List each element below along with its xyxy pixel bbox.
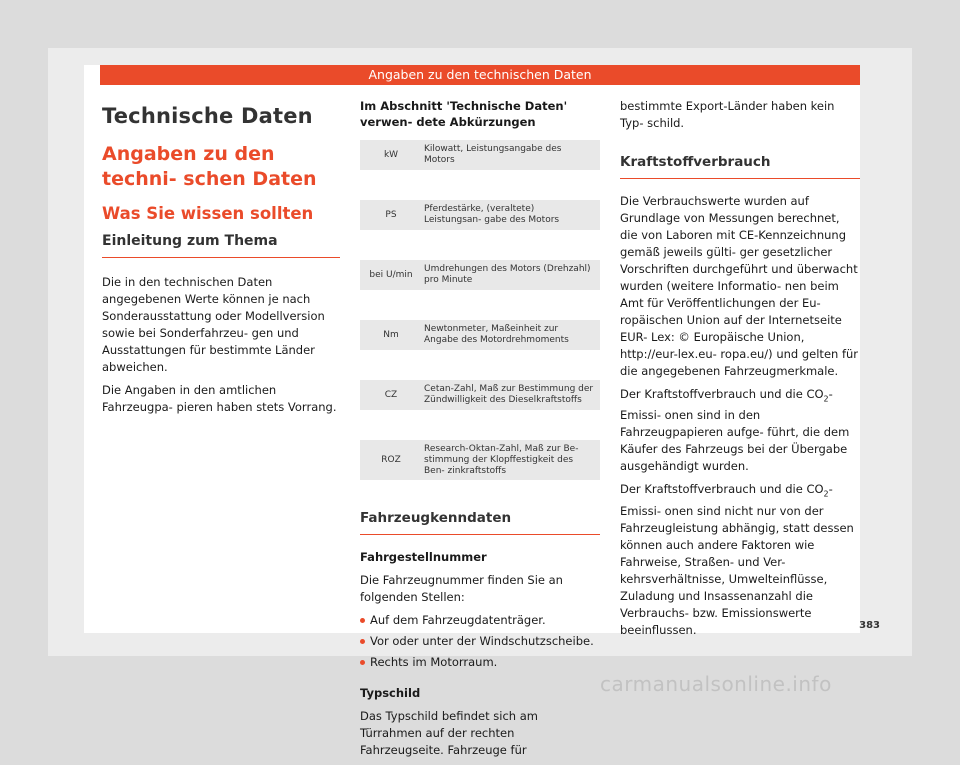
table-row xyxy=(360,440,600,480)
page-number: 383 xyxy=(859,620,880,631)
co2-paragraph-2: Der Kraftstoffverbrauch und die $CO_2-Emissi-$ onen sind nicht nur von der Fahrzeugleistung abhängig, statt dessen können auch andere Faktoren wie Fahrweise, Straßen- und Ver- kehrsverhältnisse, Umwelteinflüsse, Zuladung und Insassenanzahl die Verbrauchs- bzw. Emissionswerte beeinflussen. xyxy=(620,482,854,637)
list-item: Vor oder unter der Windschutzscheibe. xyxy=(360,633,600,650)
type-plate-title: Typschild xyxy=(360,686,421,700)
watermark-text: carmanualsonline.info xyxy=(600,672,832,696)
abbr-key: PS xyxy=(360,200,422,230)
abbr-key: kW xyxy=(360,140,422,170)
abbr-value: Umdrehungen des Motors (Drehzahl) pro Minute xyxy=(422,260,600,290)
topic-heading: Einleitung zum Thema xyxy=(102,233,340,258)
list-item: Auf dem Fahrzeugdatenträger. xyxy=(360,612,600,629)
abbr-key: CZ xyxy=(360,380,422,410)
subsection-title: Was Sie wissen sollten xyxy=(102,204,314,223)
abbr-key: ROZ xyxy=(360,440,422,480)
running-header: Angaben zu den technischen Daten xyxy=(100,65,860,85)
intro-paragraph: Die in den technischen Daten angegebenen Werte können je nach Sonderausstattung oder Modellversion sowie bei Sonderfahrzeu- gen und Ausstattungen für bestimmte Länder abweichen. xyxy=(102,275,325,374)
abbr-value: Pferdestärke, (veraltete) Leistungsan- gabe des Motors xyxy=(422,200,600,230)
chapter-title: Technische Daten xyxy=(102,104,313,128)
abbreviations-table xyxy=(360,140,600,480)
bullet-icon xyxy=(360,639,365,644)
abbr-value: Cetan-Zahl, Maß zur Bestimmung der Zündwilligkeit des Dieselkraftstoffs xyxy=(422,380,600,410)
abbr-value: Newtonmeter, Maßeinheit zur Angabe des Motordrehmoments xyxy=(422,320,600,350)
table-row xyxy=(360,200,600,230)
table-row xyxy=(360,380,600,410)
table-row xyxy=(360,140,600,170)
column-right xyxy=(620,98,860,645)
abbreviations-title: Im Abschnitt 'Technische Daten' verwen- dete Abkürzungen xyxy=(360,99,568,129)
vin-title: Fahrgestellnummer xyxy=(360,550,487,564)
bullet-icon xyxy=(360,618,365,623)
fuel-consumption-heading: Kraftstoffverbrauch xyxy=(620,154,860,179)
abbr-value: Kilowatt, Leistungsangabe des Motors xyxy=(422,140,600,170)
bullet-icon xyxy=(360,660,365,665)
column-left xyxy=(102,98,340,422)
abbr-key: bei U/min xyxy=(360,260,422,290)
list-item: Rechts im Motorraum. xyxy=(360,654,600,671)
vehicle-data-heading: Fahrzeugkenndaten xyxy=(360,510,600,535)
section-title: Angaben zu den techni- schen Daten xyxy=(102,143,317,190)
co2-paragraph-1: Der Kraftstoffverbrauch und die $CO_2-Emissi-$ onen sind in den Fahrzeugpapieren aufge- führt, die dem Käufer des Fahrzeugs bei der Übergabe ausgehändigt wurden. xyxy=(620,387,850,474)
abbr-value: Research-Oktan-Zahl, Maß zur Be- stimmung der Klopffestigkeit des Ben- zinkraftstoffs xyxy=(422,440,600,480)
abbr-key: Nm xyxy=(360,320,422,350)
vin-location-list xyxy=(360,612,600,671)
type-plate-text: Das Typschild befindet sich am Türrahmen auf der rechten Fahrzeugseite. Fahrzeuge für xyxy=(360,709,538,757)
continued-paragraph: bestimmte Export-Länder haben kein Typ- schild. xyxy=(620,99,835,130)
consumption-paragraph: Die Verbrauchswerte wurden auf Grundlage von Messungen berechnet, die von Laboren mit CE-Kennzeichnung gemäß jeweils gülti- ger gesetzlicher Vorschriften durchgeführt und überwacht wurden (weitere Informatio- nen beim Amt für Veröffentlichungen der Eu- ropäischen Union auf der Internetseite EUR- Lex: © Europäische Union, http://eur-lex.eu- ropa.eu/) und gelten für die angegebenen Fahrzeugmerkmale. xyxy=(620,194,859,378)
table-row xyxy=(360,320,600,350)
column-middle xyxy=(360,98,600,765)
vin-text: Die Fahrzeugnummer finden Sie an folgenden Stellen: xyxy=(360,573,563,604)
priority-paragraph: Die Angaben in den amtlichen Fahrzeugpa- pieren haben stets Vorrang. xyxy=(102,383,337,414)
table-row xyxy=(360,260,600,290)
